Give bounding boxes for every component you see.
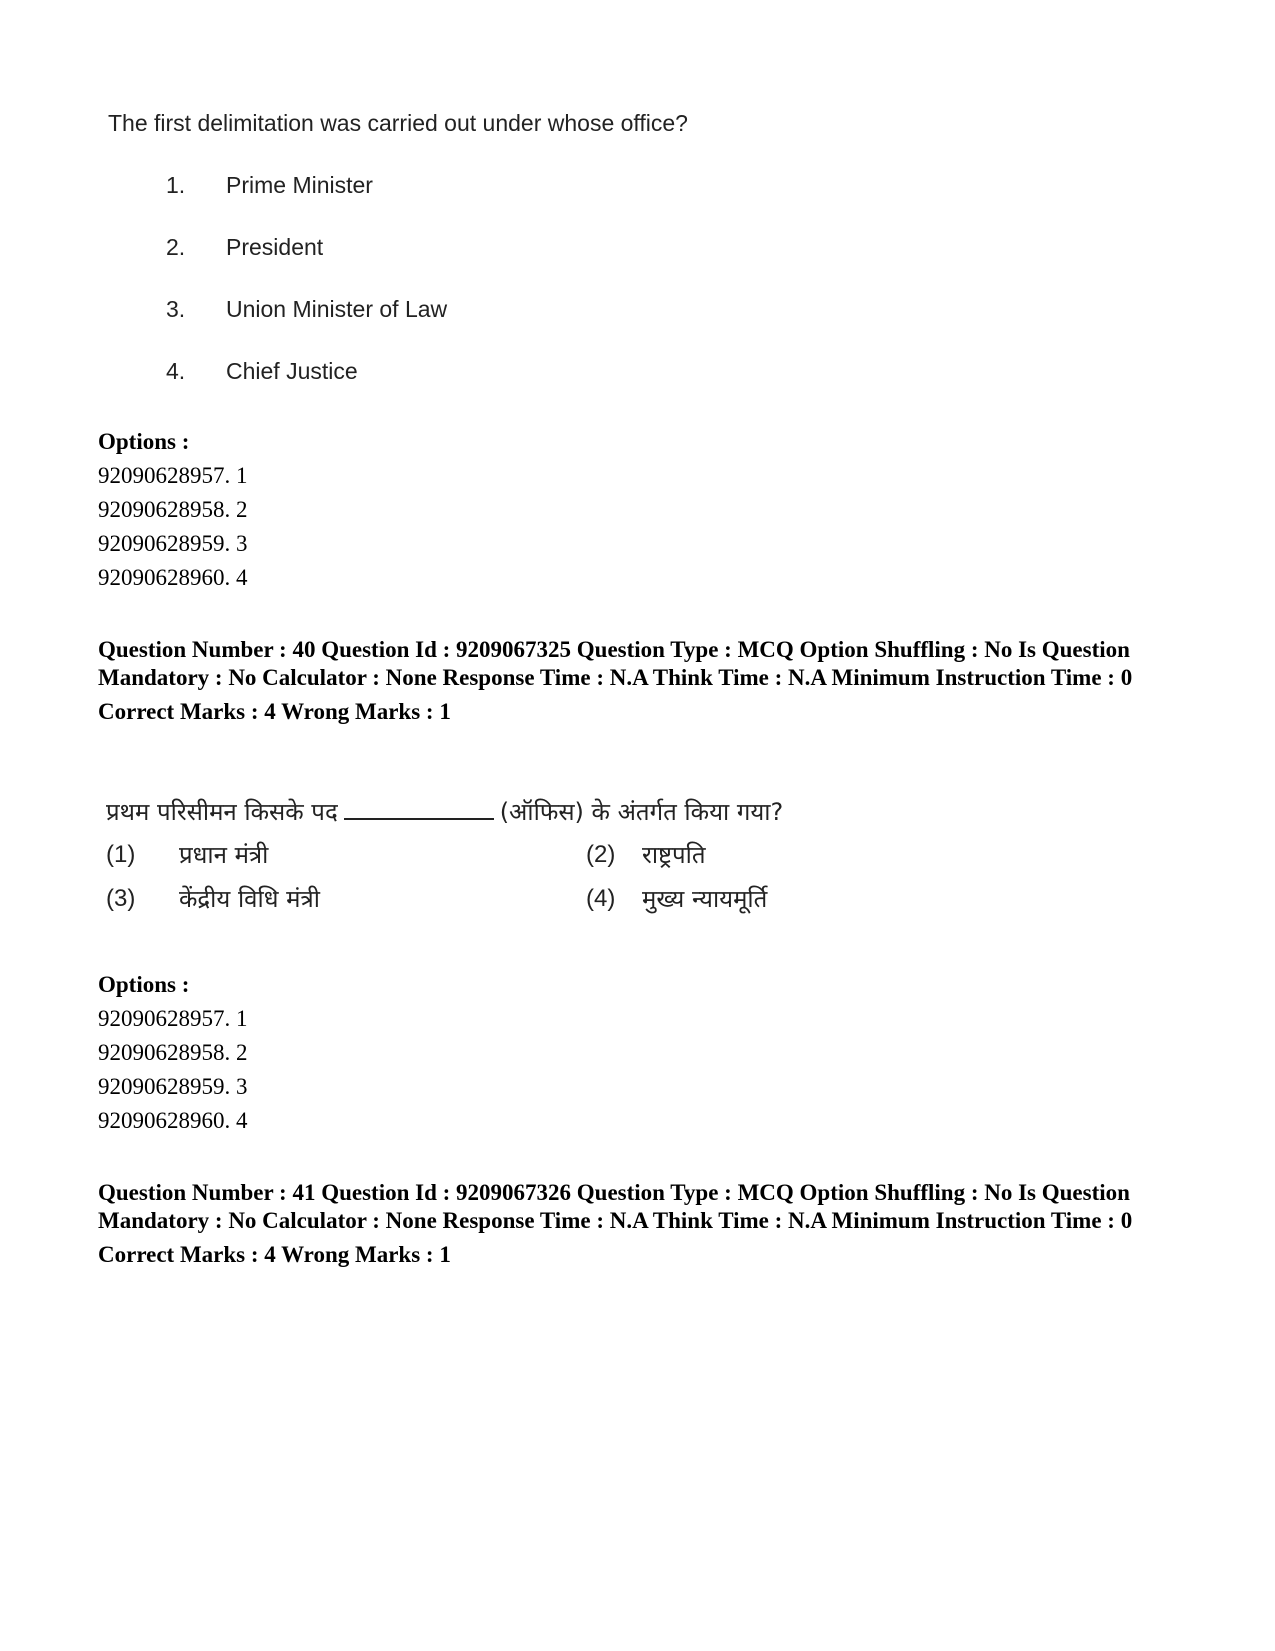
option-id-line: 92090628960. 4 xyxy=(98,565,248,590)
option-id-line: 92090628958. 2 xyxy=(98,497,248,522)
question-41-meta xyxy=(98,1179,1188,1269)
option-number: (3) xyxy=(106,884,136,912)
option-id-line: 92090628959. 3 xyxy=(98,1074,248,1099)
question-marks: Correct Marks : 4 Wrong Marks : 1 xyxy=(98,699,451,724)
option-number: 3. xyxy=(166,296,186,322)
hindi-option xyxy=(106,882,320,915)
option-label: Prime Minister xyxy=(226,172,373,198)
question-marks: Correct Marks : 4 Wrong Marks : 1 xyxy=(98,1242,451,1267)
option-number: (1) xyxy=(106,840,136,868)
english-question-text: The first delimitation was carried out under whose office? xyxy=(108,110,688,136)
option-id-line: 92090628958. 2 xyxy=(98,1040,248,1065)
option-id-line: 92090628960. 4 xyxy=(98,1108,248,1133)
option-number: (4) xyxy=(586,884,616,912)
question-40-meta xyxy=(98,636,1188,726)
hindi-option xyxy=(106,838,268,871)
hindi-question-text-after: (ऑफिस) के अंतर्गत किया गया? xyxy=(499,798,784,826)
option-id-line: 92090628957. 1 xyxy=(98,1006,248,1031)
option-label: राष्ट्रपति xyxy=(642,841,706,869)
hindi-option xyxy=(586,882,767,915)
option-id-line: 92090628959. 3 xyxy=(98,531,248,556)
options-heading: Options : xyxy=(98,429,190,454)
option-label: President xyxy=(226,234,324,260)
fill-blank-line xyxy=(344,804,494,820)
hindi-option xyxy=(586,838,706,871)
option-number: 4. xyxy=(166,358,186,384)
option-label: Union Minister of Law xyxy=(226,296,448,322)
option-label: केंद्रीय विधि मंत्री xyxy=(179,885,320,913)
option-label: प्रधान मंत्री xyxy=(179,841,269,869)
english-option xyxy=(166,234,447,296)
english-option xyxy=(166,358,447,420)
english-option xyxy=(166,172,447,234)
option-number: 1. xyxy=(166,172,186,198)
option-id-line: 92090628957. 1 xyxy=(98,463,248,488)
options-block-2 xyxy=(98,968,248,1138)
option-number: 2. xyxy=(166,234,186,260)
question-meta-text: Question Number : 40 Question Id : 9209067325 Question Type : MCQ Option Shuffling : No Is Question Mandatory : No Calculator : None Response Time : N.A Think Time : N.A Minimum Instruction Time : 0 xyxy=(98,637,1133,690)
options-block-1 xyxy=(98,425,248,595)
option-label: मुख्य न्यायमूर्ति xyxy=(642,885,768,913)
hindi-question-text-before: प्रथम परिसीमन किसके पद xyxy=(106,798,338,826)
option-number: (2) xyxy=(586,840,616,868)
hindi-question xyxy=(106,795,783,828)
english-options-list xyxy=(166,172,447,420)
option-label: Chief Justice xyxy=(226,358,358,384)
english-option xyxy=(166,296,447,358)
options-heading: Options : xyxy=(98,972,190,997)
question-meta-text: Question Number : 41 Question Id : 9209067326 Question Type : MCQ Option Shuffling : No Is Question Mandatory : No Calculator : None Response Time : N.A Think Time : N.A Minimum Instruction Time : 0 xyxy=(98,1180,1133,1233)
